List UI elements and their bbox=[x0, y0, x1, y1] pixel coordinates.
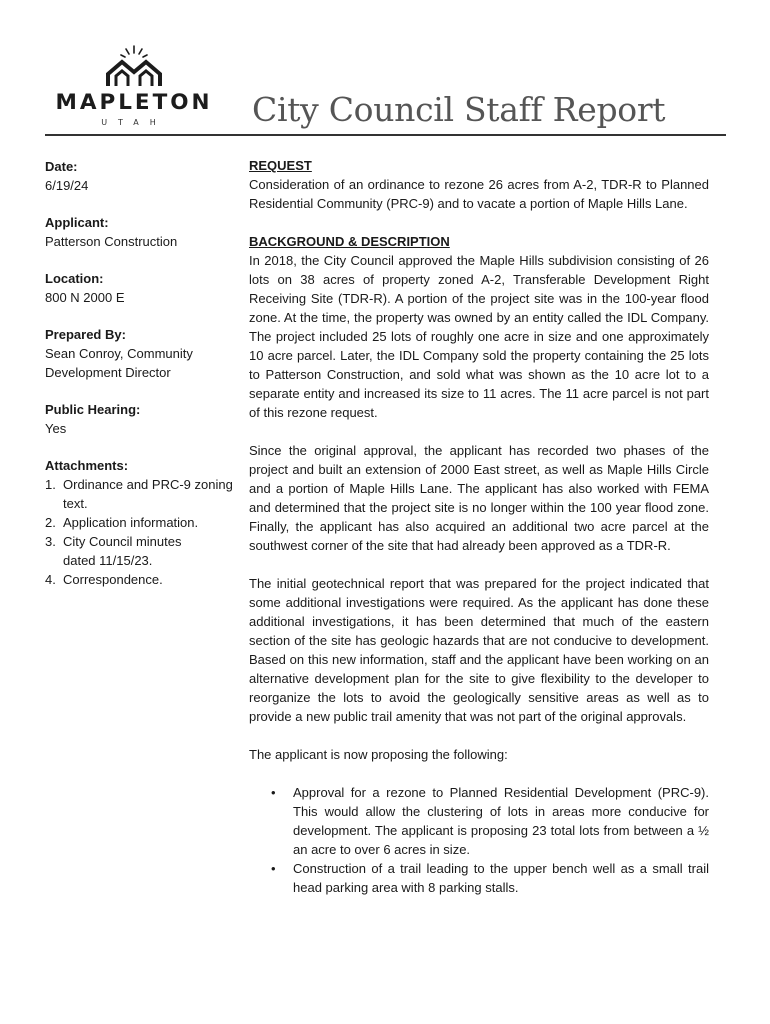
attachment-text: City Council minutes bbox=[63, 534, 182, 549]
list-item bbox=[249, 783, 709, 859]
attachment-text-cont: text. bbox=[63, 496, 88, 511]
attachment-number: 4. bbox=[45, 572, 56, 587]
list-item-text: Construction of a trail leading to the upper bench well as a small trail head parking area with 8 parking stalls. bbox=[293, 861, 709, 895]
attachment-number: 2. bbox=[45, 515, 56, 530]
attachments-label: Attachments: bbox=[45, 458, 129, 473]
location-value: 800 N 2000 E bbox=[45, 290, 125, 305]
report-title: City Council Staff Report bbox=[252, 90, 666, 129]
attachment-item bbox=[45, 570, 245, 589]
applicant-label: Applicant: bbox=[45, 215, 109, 230]
bullet-icon: • bbox=[271, 785, 276, 800]
proposal-intro: The applicant is now proposing the following: bbox=[249, 747, 508, 762]
attachment-text: Application information. bbox=[63, 515, 199, 530]
mapleton-logo bbox=[50, 44, 220, 134]
list-item-text: Approval for a rezone to Planned Residential Development (PRC-9). This would allow the clustering of lots in areas more conducive for development. The applicant is proposing 23 total lots from between a ½ an acre to over 6 acres in size. bbox=[293, 785, 709, 857]
attachment-item bbox=[45, 513, 245, 532]
attachment-item bbox=[45, 475, 245, 513]
logo-state: UTAH bbox=[101, 118, 167, 127]
date-field bbox=[45, 157, 245, 195]
attachment-text: Correspondence. bbox=[63, 572, 163, 587]
public-hearing-value: Yes bbox=[45, 421, 67, 436]
header-divider bbox=[45, 134, 726, 136]
attachment-item bbox=[45, 532, 245, 570]
request-heading: REQUEST bbox=[249, 158, 312, 173]
attachment-text-cont: dated 11/15/23. bbox=[63, 553, 153, 568]
attachment-text: Ordinance and PRC-9 zoning bbox=[63, 477, 233, 492]
report-body bbox=[249, 156, 709, 897]
background-paragraph: In 2018, the City Council approved the Maple Hills subdivision consisting of 26 lots on 38 acres of property zoned A-2, Transferable Development Right Receiving Site (TDR-R). A portion of the project site was in the 100-year flood zone. At the time, the property was owned by an entity called the IDL Company. The project included 25 lots of roughly one acre in size and one approximately 10 acre parcel. Later, the IDL Company sold the property containing the 25 lots to Patterson Construction, and sold what was shown as the 10 acre lot to a separate entity and increased its size to 11 acres. The 11 acre parcel is not part of this rezone request. bbox=[249, 253, 709, 420]
public-hearing-field bbox=[45, 400, 245, 438]
applicant-value: Patterson Construction bbox=[45, 234, 178, 249]
date-value: 6/19/24 bbox=[45, 178, 89, 193]
attachments-field bbox=[45, 456, 245, 589]
background-heading: BACKGROUND & DESCRIPTION bbox=[249, 234, 450, 249]
list-item bbox=[249, 859, 709, 897]
attachments-list bbox=[45, 475, 245, 589]
mountain-roof-icon bbox=[102, 44, 166, 90]
request-text: Consideration of an ordinance to rezone 26 acres from A-2, TDR-R to Planned Residential Community (PRC-9) and to vacate a portion of Maple Hills Lane. bbox=[249, 177, 709, 211]
prepared-by-line2: Development Director bbox=[45, 365, 171, 380]
date-label: Date: bbox=[45, 159, 78, 174]
applicant-field bbox=[45, 213, 245, 251]
bullet-icon: • bbox=[271, 861, 276, 876]
attachment-number: 3. bbox=[45, 534, 56, 549]
attachment-number: 1. bbox=[45, 477, 56, 492]
prepared-by-label: Prepared By: bbox=[45, 327, 126, 342]
location-field bbox=[45, 269, 245, 307]
public-hearing-label: Public Hearing: bbox=[45, 402, 141, 417]
location-label: Location: bbox=[45, 271, 104, 286]
prepared-by-field bbox=[45, 325, 245, 382]
background-paragraph: Since the original approval, the applicant has recorded two phases of the project and built an extension of 2000 East street, as well as Maple Hills Circle and a portion of Maple Hills Lane. The applicant has also worked with FEMA and determined that the project site is no longer within the 100 year flood zone. Finally, the applicant has also acquired an additional two acre parcel at the southwest corner of the site that had already been approved as a TDR-R. bbox=[249, 443, 709, 553]
sidebar bbox=[45, 157, 245, 607]
prepared-by-line1: Sean Conroy, Community bbox=[45, 346, 193, 361]
proposal-list bbox=[249, 783, 709, 897]
background-paragraph: The initial geotechnical report that was prepared for the project indicated that some additional investigations were required. As the applicant has done these additional investigations, it has been determined that much of the eastern section of the site has geologic hazards that are not conducive to development. Based on this new information, staff and the applicant have been working on an alternative development plan for the site to give flexibility to the developer to reorganize the lots to avoid the geologically sensitive areas as well as to provide a new public trail amenity that was not part of the original approvals. bbox=[249, 576, 709, 724]
logo-wordmark: MAPLETON bbox=[55, 90, 213, 115]
